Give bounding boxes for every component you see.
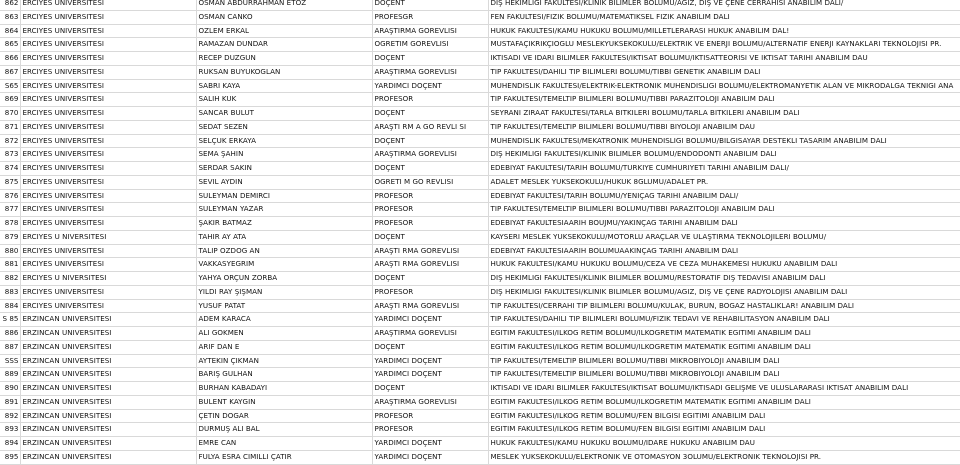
unit-cell: TIP FAKULTESI/TEMELTIP BILIMLERI BOLUMU/TIBBI BIYOLOJI ANABILIM DAU [488,120,960,134]
title-cell: PROFESOR [372,409,488,423]
title-cell: ARAŞTIRMA GOREVLISI [372,65,488,79]
title-cell: DOÇENT [372,134,488,148]
title-cell: DOÇENT [372,52,488,66]
name-cell: SEVIL AYDIN [196,175,372,189]
name-cell: BULENT KAYGIN [196,395,372,409]
unit-cell: MUHENDISLIK FAKULTESI/ELEKTRIK-ELEKTRONIK MUHENDISLIGI BOLUMU/ELEKTROMANYETIK ALAN VE MIKRODALGA TEKNIGI ANA [488,79,960,93]
name-cell: BARIŞ GULHAN [196,368,372,382]
university-cell: ERZINCAN UNIVERSITESI [20,423,196,437]
unit-cell: TIP FAKULTESI/TEMELTIP BILIMLERI BOLUMU/TIBBI PARAZITOLOJI ANABILIM DALI [488,93,960,107]
name-cell: OSMAN ABDURRAHMAN ETOZ [196,0,372,10]
unit-cell: HUKUK FAKULTESI/KAMU HUKUKU BOLUMU/IDARE HUKUKU ANABILIM DAU [488,437,960,451]
name-cell: SERDAR SAKIN [196,162,372,176]
university-cell: ERCIYES UNIVERSITESI [20,258,196,272]
title-cell: ARAŞTIRMA GOREVLISI [372,395,488,409]
row-number: 871 [0,120,20,134]
university-cell: ERZINCAN UNIVERSITESI [20,409,196,423]
table-row [0,258,960,272]
title-cell: YARDIMCI DOÇENT [372,354,488,368]
table-row [0,230,960,244]
unit-cell: FEN FAKULTESI/FIZIK BOLUMU/MATEMATIKSEL FIZIK ANABILIM DALI [488,10,960,24]
title-cell: DOÇENT [372,272,488,286]
university-cell: ERCIYES UNIVERSITESI [20,189,196,203]
unit-cell: MUSTAFAÇIKRIKÇIOGLU MESLEKYUKSEKOKULU/ELEKTRIK VE ENERJI BOLUMU/ALTERNATIF ENERJI KAYNAKLARI TEKNOLOJISI PR. [488,38,960,52]
row-number: 890 [0,382,20,396]
table-row [0,38,960,52]
row-number: 894 [0,437,20,451]
title-cell: YARDIMCI DOÇENT [372,437,488,451]
unit-cell: DIŞ HEKIMLIGI FAKULTESI/KLINIK BILIMLER BOLUMU/AGIZ, DIŞ VE ÇENE RADYOLOJISI ANABILIM DALI [488,285,960,299]
unit-cell: MESLEK YUKSEKOKULU/ELEKTRONIK VE OTOMASYON 3OLUMU/ELEKTRONIK TEKNOLOJISI PR. [488,450,960,464]
name-cell: SULEYMAN DEMIRCI [196,189,372,203]
row-number: 876 [0,189,20,203]
row-number: 870 [0,107,20,121]
university-cell: ERCIYES UNIVERSITESI [20,0,196,10]
table-row [0,107,960,121]
row-number: 886 [0,327,20,341]
university-cell: ERZINCAN UNIVERSITESI [20,327,196,341]
university-cell: ERCIYES UNIVERSITESI [20,107,196,121]
university-cell: ERCIYES UNIVERSITESI [20,120,196,134]
name-cell: ALI GOKMEN [196,327,372,341]
unit-cell: HUKUK FAKULTESI/KAMU HUKUKU BOLUMU/MILLETLERARASI HUKUK ANABILIM DAL! [488,24,960,38]
unit-cell: KAYSERI MESLEK YUKSEKOKULU/MOTORLU ARAÇLAR VE ULAŞTIRMA TEKNOLOJILERI BOLUMU/ [488,230,960,244]
name-cell: SEDAT SEZEN [196,120,372,134]
university-cell: ERCIYES UNIVERSITESI [20,65,196,79]
university-cell: ERCIYES UNIVERSITESI [20,203,196,217]
table-row [0,65,960,79]
name-cell: SALIH KUK [196,93,372,107]
table-row [0,175,960,189]
university-cell: ERCIYES U NIVERSITESI [20,230,196,244]
title-cell: ARAŞTI RM A GO REVLI SI [372,120,488,134]
title-cell: DOÇENT [372,382,488,396]
row-number: 884 [0,299,20,313]
unit-cell: EGITIM FAKULTESI/ILKOG RETIM BOLUMU/FEN BILGISI EGITIMI ANABILIM DALI [488,409,960,423]
name-cell: OSMAN CANKO [196,10,372,24]
name-cell: SULEYMAN YAZAR [196,203,372,217]
table-row [0,0,960,10]
name-cell: RECEP DUZGUN [196,52,372,66]
university-cell: ERZINCAN UNIVERSITESI [20,354,196,368]
title-cell: ARAŞTI RMA GOREVLISI [372,299,488,313]
name-cell: ÇETIN DOGAR [196,409,372,423]
table-row [0,203,960,217]
row-number: 882 [0,272,20,286]
university-cell: ERZINCAN UNIVERSITESI [20,450,196,464]
row-number: 869 [0,93,20,107]
row-number: 862 [0,0,20,10]
title-cell: DOÇENT [372,340,488,354]
table-row [0,120,960,134]
title-cell: YARDIMCI DOÇENT [372,313,488,327]
row-number: 881 [0,258,20,272]
unit-cell: TIP FAKULTESI/TEMELTIP BILIMLERI BOLUMU/TIBBI PARAZITOLOJI ANABILIM DALI [488,203,960,217]
university-cell: ERCIYES UNIVERSITESI [20,148,196,162]
unit-cell: TIP FAKULTESI/DAHILI TIP BILIMLERI BOLUMU/TIBBI GENETIK ANABILIM DALI [488,65,960,79]
table-row [0,354,960,368]
title-cell: YARDIMCI DOÇENT [372,450,488,464]
table-row [0,423,960,437]
university-cell: ERCIYES UNIVERSITESI [20,79,196,93]
row-number: 887 [0,340,20,354]
row-number: 880 [0,244,20,258]
unit-cell: DIŞ HEKIMLIGI FAKULTESI/KLINIK BILIMLER BOLUMU/RESTORATIF DIŞ TEDAVISI ANABILIM DALI [488,272,960,286]
unit-cell: EDEBIYAT FAKULTESI/TARIH BOLUMU/YENIÇAG TARIHI ANABILIM DALI/ [488,189,960,203]
table-row [0,382,960,396]
table-row [0,450,960,464]
row-number: 892 [0,409,20,423]
university-cell: ERZINCAN UNIVERSITESI [20,395,196,409]
name-cell: BURHAN KABADAYI [196,382,372,396]
unit-cell: EGITIM FAKULTESI/ILKOG RETIM BOLUMU/ILKOGRETIM MATEMATIK EGITIMI ANABILIM DALI [488,327,960,341]
university-cell: ERZINCAN UNIVERSITESI [20,313,196,327]
table-row [0,217,960,231]
unit-cell: IKTISADI VE IDARI BILIMLER FAKULTESI/IKTISAT BOLUMU/IKTISATTEORISI VE IKTISAT TARIHI ANABILIM DAU [488,52,960,66]
title-cell: PROFESOR [372,217,488,231]
name-cell: SABRI KAYA [196,79,372,93]
university-cell: ERCIYES UNIVERSITESI [20,175,196,189]
row-number: S65 [0,79,20,93]
table-row [0,313,960,327]
row-number: 879 [0,230,20,244]
unit-cell: TIP FAKULTESI/TEMELTIP BILIMLERI BOLUMU/TIBBI MIKROBIYOLOJI ANABILIM DALI [488,354,960,368]
name-cell: SELÇUK ERKAYA [196,134,372,148]
unit-cell: EDEBIYAT FAKULTESI/TARIH BOLUMU/TURKIYE CUMHURIYETI TARIHI ANABILIM DALI/ [488,162,960,176]
row-number: 864 [0,24,20,38]
name-cell: DURMUŞ ALI BAL [196,423,372,437]
name-cell: ADEM KARACA [196,313,372,327]
row-number: SSS [0,354,20,368]
table-row [0,285,960,299]
title-cell: YARDIMCI DOÇENT [372,368,488,382]
name-cell: YILDI RAY ŞIŞMAN [196,285,372,299]
university-cell: ERZINCAN UNIVERSITESI [20,437,196,451]
row-number: 883 [0,285,20,299]
name-cell: SEMA ŞAHIN [196,148,372,162]
name-cell: RAMAZAN DUNDAR [196,38,372,52]
unit-cell: ADALET MESLEK YUKSEKOKULU/HUKUK 8GLUMU/ADALET PR. [488,175,960,189]
row-number: 891 [0,395,20,409]
row-number: 872 [0,134,20,148]
unit-cell: MUHENDISLIK FAKULTESI/MEKATRONIK MUHENDISLIGI BOLUMU/BILGISAYAR DESTEKLI TASARIM ANABILIM DALI [488,134,960,148]
name-cell: ŞAKIR BATMAZ [196,217,372,231]
row-number: 877 [0,203,20,217]
title-cell: DOÇENT [372,230,488,244]
title-cell: PROFESOR [372,93,488,107]
university-cell: ERCIYES UNIVERSITESI [20,52,196,66]
row-number: 874 [0,162,20,176]
table-row [0,134,960,148]
title-cell: DOÇENT [372,162,488,176]
name-cell: AYTEKIN ÇIKMAN [196,354,372,368]
row-number: S 85 [0,313,20,327]
unit-cell: EGITIM FAKULTESI/ILKOG RETIM BOLUMU/FEN BILGISI EGITIMI ANABILIM DALI [488,423,960,437]
title-cell: ARAŞTIRMA GOREVLISI [372,148,488,162]
table-row [0,409,960,423]
row-number: 863 [0,10,20,24]
table-row [0,10,960,24]
university-cell: ERCIYES UNIVERSITESI [20,162,196,176]
title-cell: DOÇENT [372,0,488,10]
table-row [0,368,960,382]
unit-cell: HUKUK FAKULTESI/KAMU HUKUKU BOLUMU/CEZA VE CEZA MUHAKEMESI HUKUKU ANABILIM DALI [488,258,960,272]
university-cell: ERCIYES UNIVERSITESI [20,217,196,231]
name-cell: TAHIR AY ATA [196,230,372,244]
unit-cell: EDEBIYAT FAKULTESIAARIH BOLUMUAAKINÇAG TARIHI ANABILIM DALI [488,244,960,258]
title-cell: PROFESOR [372,189,488,203]
title-cell: PROFESGR [372,10,488,24]
university-cell: ERCIYES UNIVERSITESI [20,93,196,107]
title-cell: PROFESOR [372,203,488,217]
table-row [0,79,960,93]
university-cell: ERCIYES UNIVERSITESI [20,285,196,299]
table-row [0,148,960,162]
name-cell: VAKKASYEGRIM [196,258,372,272]
unit-cell: EGITIM FAKULTESI/ILKOG RETIM BOLUMU/ILKOGRETIM MATEMATIK EGITIMI ANABILIM DALI [488,395,960,409]
title-cell: OGRETIM GOREVLISI [372,38,488,52]
title-cell: ARAŞTI RMA GOREVLISI [372,244,488,258]
unit-cell: TIP FAKULTESI/TEMELTIP BILIMLERI BOLUMU/TIBBI MIKROBIYOLOJI ANABILIM DALI [488,368,960,382]
unit-cell: TIP FAKULTESI/CERRAHI TIP BILIMLERI BOLUMU/KULAK, BURUN, BOGAZ HASTALIKLAR! ANABILIM DALI [488,299,960,313]
name-cell: EMRE CAN [196,437,372,451]
university-cell: ERZINCAN UNIVERSITESI [20,368,196,382]
unit-cell: IKTISADI VE IDARI BILIMLER FAKULTESI/IKTISAT BOLUMU/IKTISADI GELIŞME VE ULUSLARARASI IKTISAT ANABILIM DALI [488,382,960,396]
title-cell: ARAŞTI RMA GOREVLISI [372,258,488,272]
row-number: 875 [0,175,20,189]
title-cell: ARAŞTIRMA GOREVLISI [372,24,488,38]
table-row [0,299,960,313]
title-cell: PROFESOR [372,423,488,437]
title-cell: YARDIMCI DOÇENT [372,79,488,93]
title-cell: PROFESOR [372,285,488,299]
unit-cell: TIP FAKULTESI/DAHILI TIP BILIMLERI BOLUMU/FIZIK TEDAVI VE REHABILITASYON ANABILIM DALI [488,313,960,327]
university-cell: ERCIYES UNIVERSITESI [20,10,196,24]
university-cell: ERCIYES UNIVERSITESI [20,299,196,313]
unit-cell: DIŞ HEKIMLIGI FAKULTESI/KLINIK BILIMLER BOLUMU/ENDODONTI ANABILIM DALI [488,148,960,162]
table-row [0,162,960,176]
row-number: 895 [0,450,20,464]
unit-cell: SEYRANI ZIRAAT FAKULTESI/TARLA BITKILERI BOLUMU/TARLA BITKILERI ANABILIM DALI [488,107,960,121]
row-number: 865 [0,38,20,52]
title-cell: ARAŞTIRMA GOREVLISI [372,327,488,341]
unit-cell: EDEBIYAT FAKULTESIAARIH BOUJMU/YAKINÇAG TARIHI ANABILIM DALI [488,217,960,231]
table-row [0,189,960,203]
unit-cell: EGITIM FAKULTESI/ILKOG RETIM BOLUMU/ILKOGRETIM MATEMATIK EGITIMI ANABILIM DALI [488,340,960,354]
table-row [0,395,960,409]
row-number: 878 [0,217,20,231]
unit-cell: DIŞ HEKIMLIGI FAKULTESI/KLINIK BILIMLER BOLUMU/AGIZ, DIŞ VE ÇENE CERRAHISI ANABILIM DALI/ [488,0,960,10]
university-cell: ERZINCAN UNIVERSITESI [20,382,196,396]
row-number: 893 [0,423,20,437]
row-number: 866 [0,52,20,66]
name-cell: YUSUF PATAT [196,299,372,313]
row-number: 867 [0,65,20,79]
table-row [0,272,960,286]
table-row [0,52,960,66]
university-cell: ERCIYES UNIVERSITESI [20,244,196,258]
university-cell: ERCIYES UNIVERSITESI [20,24,196,38]
university-cell: ERCIYES UNIVERSITESI [20,38,196,52]
university-cell: ERZINCAN UNIVERSITESI [20,340,196,354]
table-row [0,340,960,354]
name-cell: TALIP OZDOG AN [196,244,372,258]
title-cell: OGRETI M GO REVLISI [372,175,488,189]
name-cell: ARIF DAN E [196,340,372,354]
table-row [0,327,960,341]
name-cell: RUKSAN BUYUKOGLAN [196,65,372,79]
table-row [0,24,960,38]
row-number: 873 [0,148,20,162]
name-cell: SANCAR BULUT [196,107,372,121]
table-row [0,437,960,451]
university-cell: ERCIYES U NIVERSITESI [20,272,196,286]
name-cell: YAHYA ORÇUN ZORBA [196,272,372,286]
table-row [0,244,960,258]
university-cell: ERCIYES UNIVERSITESI [20,134,196,148]
table-row [0,93,960,107]
name-cell: OZLEM ERKAL [196,24,372,38]
name-cell: FULYA ESRA CIMILLI ÇATIR [196,450,372,464]
row-number: 889 [0,368,20,382]
title-cell: DOÇENT [372,107,488,121]
